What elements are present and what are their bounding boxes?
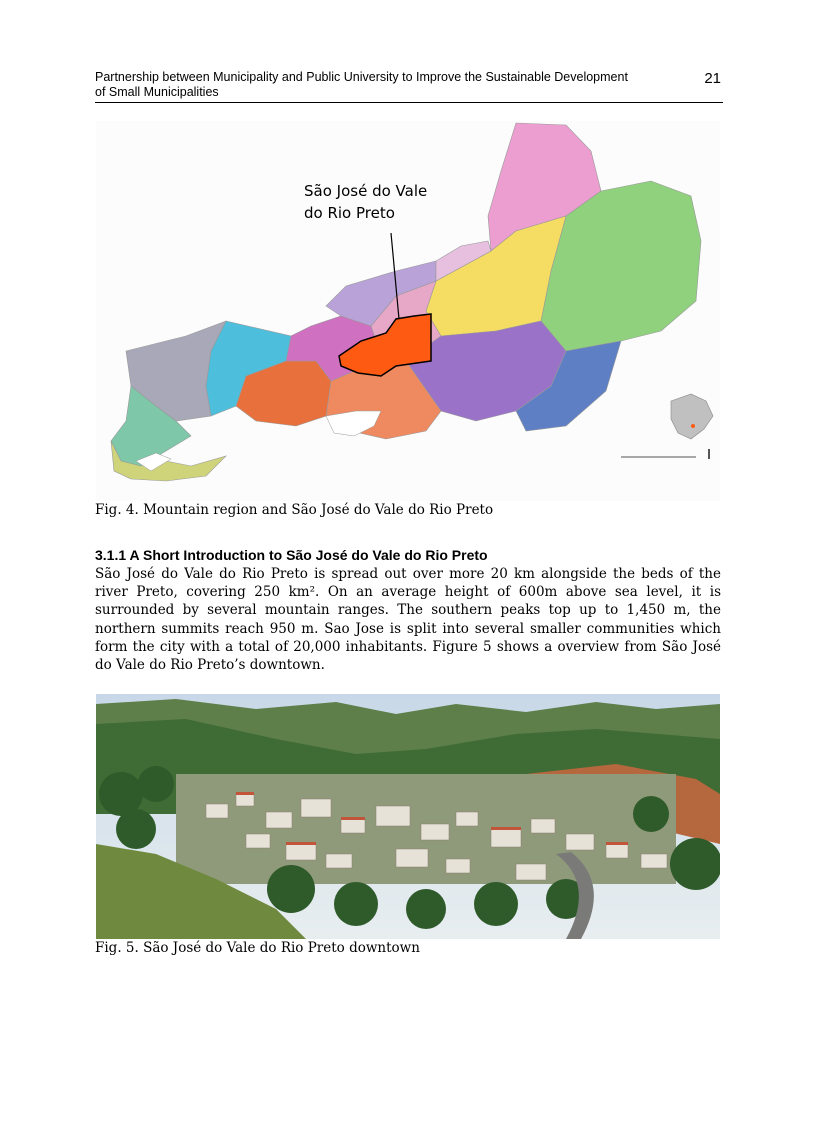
figure-4-caption: Fig. 4. Mountain region and São José do Vale do Rio Preto [95,502,494,518]
building [606,844,628,858]
roof [236,792,254,795]
map-label-line2: do Rio Preto [304,204,395,222]
town-photo [96,694,720,939]
building [491,829,521,847]
inset-location-marker [691,424,695,428]
building [641,854,667,868]
building [446,859,470,873]
building [246,834,270,848]
building [301,799,331,817]
map-label-line1: São José do Vale [304,182,428,200]
roof [606,842,628,845]
page-number: 21 [704,70,721,87]
building [266,812,292,828]
figure-5-photo [96,694,720,939]
state-map [96,121,720,501]
building [396,849,428,867]
north-arrow [708,449,710,459]
roof [491,827,521,830]
building [286,844,316,860]
page-header [95,70,723,103]
figure-5-caption: Fig. 5. São José do Vale do Rio Preto downtown [95,940,420,956]
roof [341,817,365,820]
building [421,824,449,840]
building [456,812,478,826]
section-heading: 3.1.1 A Short Introduction to São José do Vale do Rio Preto [95,547,488,563]
figure-4-map [96,121,720,501]
building [326,854,352,868]
building [376,806,410,826]
building [236,794,254,806]
roof [286,842,316,845]
building [566,834,594,850]
building [531,819,555,833]
building [341,819,365,833]
building [516,864,546,880]
section-paragraph: São José do Vale do Rio Preto is spread out over more 20 km alongside the beds of the river Preto, covering 250 km². On an average height of 600m above sea level, it is surrounded by several mountain ranges. The southern peaks top up to 1,450 m, the northern summits reach 950 m. Sao Jose is split into several smaller communities which form the city with a total of 20,000 inhabitants. Figure 5 shows a overview from São José do Vale do Rio Preto’s downtown. [95,566,721,674]
building [206,804,228,818]
running-title: Partnership between Municipality and Public University to Improve the Sustainable Development of Small Municipalities [95,70,628,99]
